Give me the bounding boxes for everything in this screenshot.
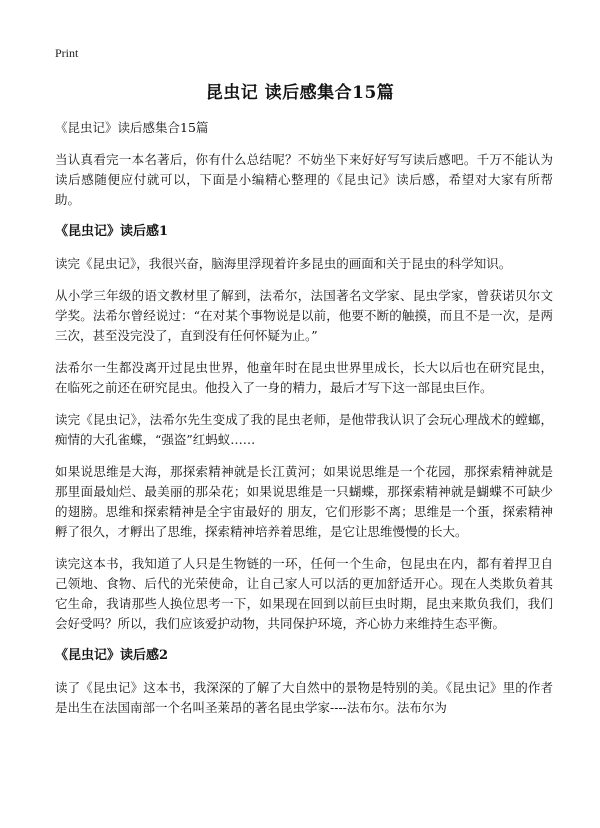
paragraph: 如果说思维是大海，那探索精神就是长江黄河；如果说思维是一个花园，那探索精神就是那里面最灿烂、最美丽的那朵花；如果说思维是一只蝴蝶，那探索精神就是蝴蝶不可缺少的翅膀。思维和探索精神是全宇宙最好的 朋友，它们形影不离；思维是一个蛋，探索精神孵了很久，才孵出了思维，探索精神培养着思维，是它让思维慢慢的长大。 xyxy=(55,464,553,539)
print-link[interactable]: Print xyxy=(55,46,79,60)
section-heading-2: 《昆虫记》读后感2 xyxy=(55,648,169,663)
intro-paragraph: 当认真看完一本名著后，你有什么总结呢？不妨坐下来好好写写读后感吧。千万不能认为读后感随便应付就可以，下面是小编精心整理的《昆虫记》读后感，希望对大家有所帮助。 xyxy=(55,152,553,207)
paragraph: 读完这本书，我知道了人只是生物链的一环，任何一个生命，包昆虫在内，都有着捍卫自己领地、食物、后代的光荣使命，让自己家人可以活的更加舒适开心。现在人类欺负着其它生命，我请那些人换位思考一下，如果现在回到以前巨虫时期，昆虫来欺负我们，我们会好受吗？所以，我们应该爱护动物，共同保护环境，齐心协力来维持生态平衡。 xyxy=(55,556,553,631)
paragraph: 从小学三年级的语文教材里了解到，法希尔，法国著名文学家、昆虫学家，曾获诺贝尔文学奖。法希尔曾经说过：“在对某个事物说是以前，他要不断的触摸，而且不是一次，是两三次，甚至没完没了，直到没有任何怀疑为止。” xyxy=(55,288,553,343)
paragraph: 读了《昆虫记》这本书，我深深的了解了大自然中的景物是特别的美。《昆虫记》里的作者是出生在法国南部一个名叫圣莱昂的著名昆虫学家----法布尔。法布尔为 xyxy=(55,680,553,715)
article-body xyxy=(55,118,553,730)
paragraph: 法希尔一生都没离开过昆虫世界，他童年时在昆虫世界里成长，长大以后也在研究昆虫，在临死之前还在研究昆虫。他投入了一身的精力，最后才写下这一部昆虫巨作。 xyxy=(55,360,553,395)
subtitle: 《昆虫记》读后感集合15篇 xyxy=(55,120,209,135)
paragraph: 读完《昆虫记》，法希尔先生变成了我的昆虫老师，是他带我认识了会玩心理战术的螳螂，痴情的大孔雀蝶，“强盗”红蚂蚁…… xyxy=(55,412,553,447)
page-title: 昆虫记 读后感集合15篇 xyxy=(205,83,395,103)
paragraph: 读完《昆虫记》，我很兴奋，脑海里浮现着许多昆虫的画面和关于昆虫的科学知识。 xyxy=(55,256,512,271)
section-heading-1: 《昆虫记》读后感1 xyxy=(55,224,169,239)
